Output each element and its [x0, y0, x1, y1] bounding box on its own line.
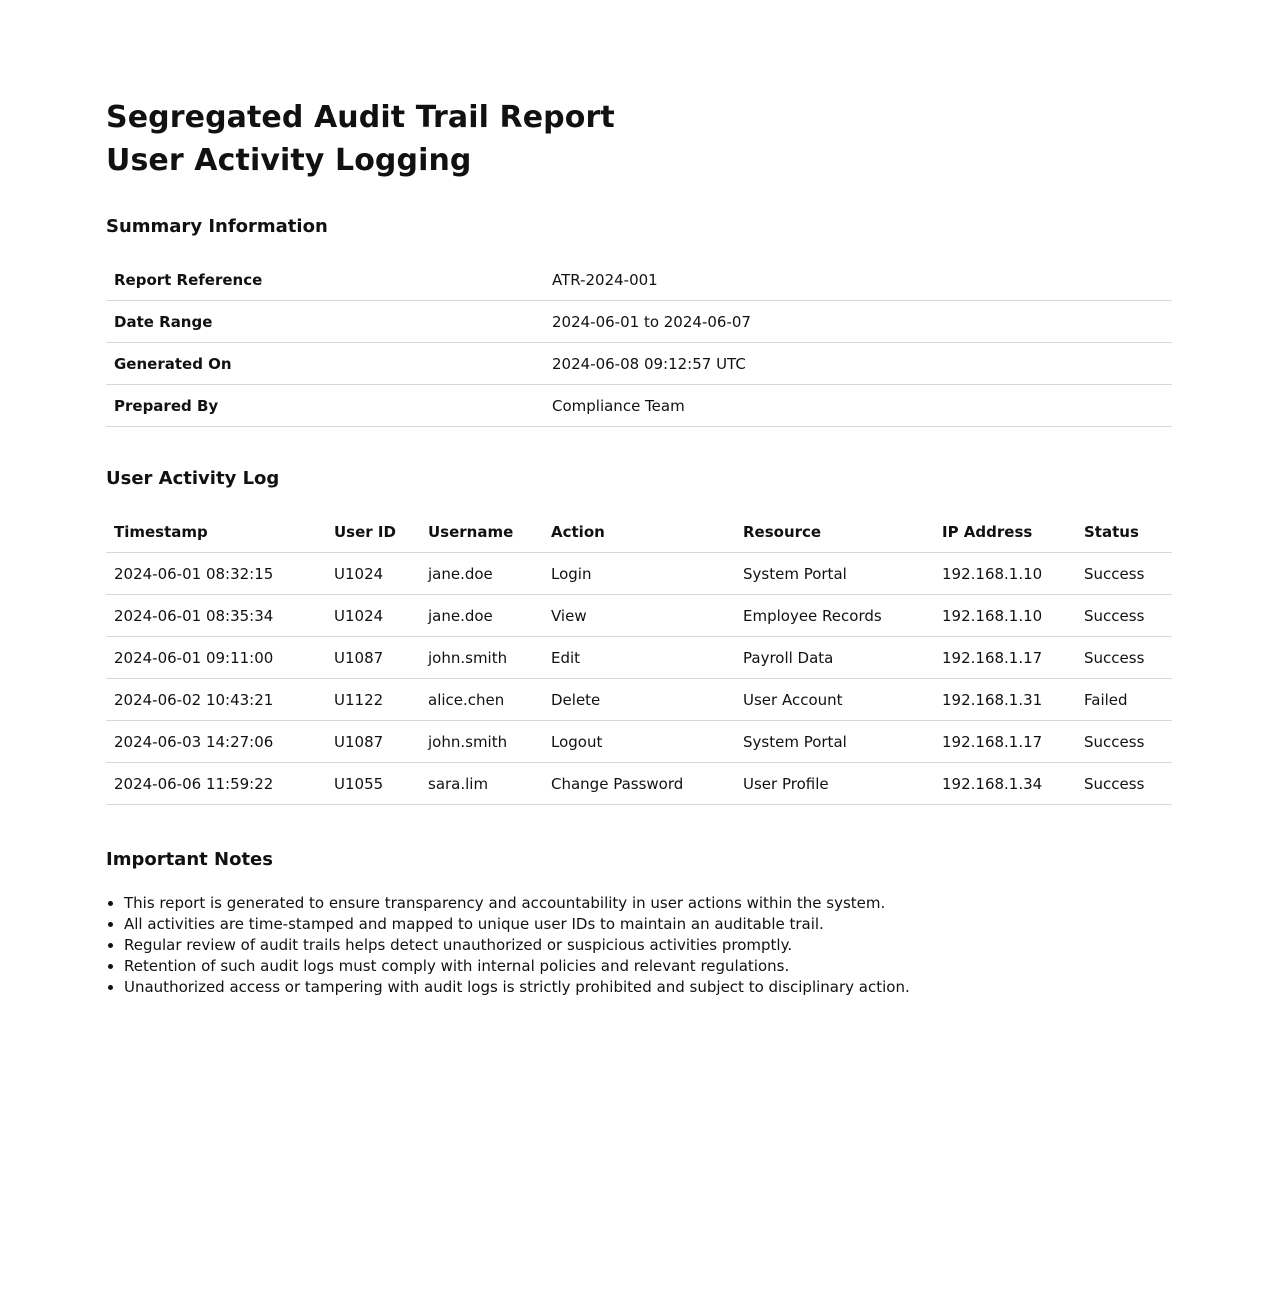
cell-resource: System Portal: [735, 553, 934, 595]
cell-user-id: U1087: [326, 637, 420, 679]
list-item: • Unauthorized access or tampering with audit logs is strictly prohibited and subject to disciplinary action.: [124, 977, 1172, 998]
cell-resource: Payroll Data: [735, 637, 934, 679]
cell-action: Delete: [543, 679, 735, 721]
cell-ip-address: 192.168.1.34: [934, 763, 1076, 805]
notes-list: [106, 893, 1172, 998]
cell-action: Edit: [543, 637, 735, 679]
cell-username: jane.doe: [420, 595, 543, 637]
summary-row: [106, 259, 1172, 301]
column-header-ip-address: IP Address: [934, 511, 1076, 553]
summary-table: [106, 259, 1172, 427]
column-header-timestamp: Timestamp: [106, 511, 326, 553]
cell-resource: User Profile: [735, 763, 934, 805]
cell-timestamp: 2024-06-01 08:35:34: [106, 595, 326, 637]
column-header-user-id: User ID: [326, 511, 420, 553]
table-row: [106, 679, 1172, 721]
notes-heading: Important Notes: [106, 849, 273, 870]
summary-value: ATR-2024-001: [544, 259, 1172, 301]
cell-user-id: U1087: [326, 721, 420, 763]
summary-label: Generated On: [106, 343, 544, 385]
cell-resource: Employee Records: [735, 595, 934, 637]
summary-label: Report Reference: [106, 259, 544, 301]
column-header-action: Action: [543, 511, 735, 553]
summary-label: Prepared By: [106, 385, 544, 427]
summary-heading: Summary Information: [106, 216, 328, 237]
column-header-username: Username: [420, 511, 543, 553]
column-header-resource: Resource: [735, 511, 934, 553]
cell-username: alice.chen: [420, 679, 543, 721]
cell-ip-address: 192.168.1.31: [934, 679, 1076, 721]
table-row: [106, 637, 1172, 679]
table-row: [106, 763, 1172, 805]
cell-action: View: [543, 595, 735, 637]
summary-value: 2024-06-01 to 2024-06-07: [544, 301, 1172, 343]
cell-action: Login: [543, 553, 735, 595]
summary-row: [106, 343, 1172, 385]
cell-user-id: U1024: [326, 553, 420, 595]
cell-ip-address: 192.168.1.10: [934, 553, 1076, 595]
summary-label: Date Range: [106, 301, 544, 343]
cell-ip-address: 192.168.1.10: [934, 595, 1076, 637]
cell-user-id: U1055: [326, 763, 420, 805]
table-row: [106, 553, 1172, 595]
cell-username: john.smith: [420, 637, 543, 679]
list-item: • This report is generated to ensure transparency and accountability in user actions within the system.: [124, 893, 1172, 914]
list-item: • Retention of such audit logs must comply with internal policies and relevant regulations.: [124, 956, 1172, 977]
cell-username: john.smith: [420, 721, 543, 763]
column-header-status: Status: [1076, 511, 1172, 553]
cell-resource: System Portal: [735, 721, 934, 763]
cell-status: Success: [1076, 763, 1172, 805]
summary-row: [106, 385, 1172, 427]
cell-status: Success: [1076, 553, 1172, 595]
cell-timestamp: 2024-06-01 08:32:15: [106, 553, 326, 595]
list-item: • Regular review of audit trails helps detect unauthorized or suspicious activities promptly.: [124, 935, 1172, 956]
report-title: [106, 96, 1172, 182]
summary-row: [106, 301, 1172, 343]
cell-status: Success: [1076, 637, 1172, 679]
table-header-row: [106, 511, 1172, 553]
cell-status: Failed: [1076, 679, 1172, 721]
cell-action: Change Password: [543, 763, 735, 805]
cell-status: Success: [1076, 595, 1172, 637]
activity-log-heading: User Activity Log: [106, 468, 280, 489]
cell-action: Logout: [543, 721, 735, 763]
report-title-line1: Segregated Audit Trail Report: [106, 100, 615, 135]
table-row: [106, 721, 1172, 763]
cell-timestamp: 2024-06-01 09:11:00: [106, 637, 326, 679]
summary-value: 2024-06-08 09:12:57 UTC: [544, 343, 1172, 385]
cell-username: jane.doe: [420, 553, 543, 595]
cell-ip-address: 192.168.1.17: [934, 721, 1076, 763]
cell-timestamp: 2024-06-06 11:59:22: [106, 763, 326, 805]
cell-resource: User Account: [735, 679, 934, 721]
summary-value: Compliance Team: [544, 385, 1172, 427]
cell-username: sara.lim: [420, 763, 543, 805]
report-title-line2: User Activity Logging: [106, 143, 472, 178]
cell-status: Success: [1076, 721, 1172, 763]
activity-log-table: [106, 511, 1172, 805]
cell-timestamp: 2024-06-02 10:43:21: [106, 679, 326, 721]
cell-user-id: U1122: [326, 679, 420, 721]
cell-timestamp: 2024-06-03 14:27:06: [106, 721, 326, 763]
table-row: [106, 595, 1172, 637]
cell-user-id: U1024: [326, 595, 420, 637]
list-item: • All activities are time-stamped and mapped to unique user IDs to maintain an auditable trail.: [124, 914, 1172, 935]
cell-ip-address: 192.168.1.17: [934, 637, 1076, 679]
